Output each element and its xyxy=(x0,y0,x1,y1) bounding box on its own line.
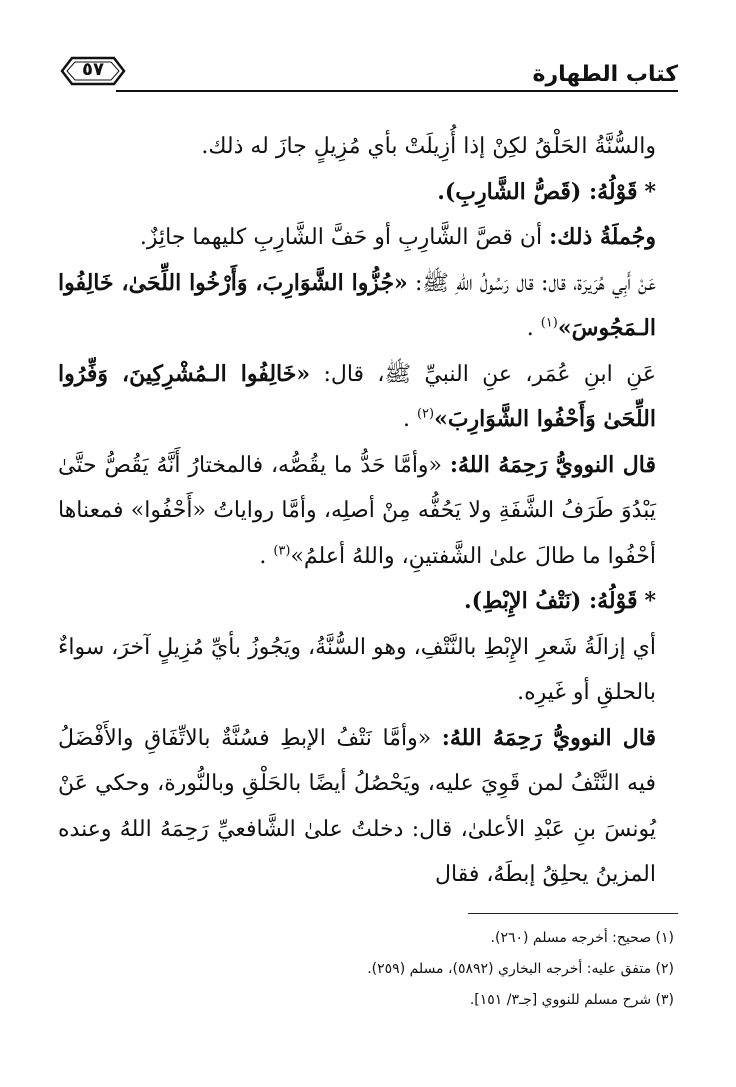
hadith-1-intro: عَنْ أَبِي هُرَيرَة، قال: قال رَسُولُ اللهِ ﷺ: xyxy=(415,270,656,296)
page-header xyxy=(60,48,678,92)
paragraph-1 xyxy=(58,124,678,170)
footnote-ref-3: (٣) xyxy=(273,543,291,559)
footnote-divider xyxy=(468,913,678,914)
heading-natf-text: قَوْلُهُ: (نَتْفُ الإِبْطِ). xyxy=(463,588,638,614)
heading-qas-text: قَوْلُهُ: (قَصُّ الشَّارِبِ). xyxy=(437,178,638,205)
hadith-1-quote: «جُزُّوا الشَّوَارِبَ، وَأَرْخُوا اللِّحَىٰ، خَالِفُوا الـمَجُوسَ» xyxy=(58,269,656,341)
paragraph-3 xyxy=(58,215,678,261)
header-divider xyxy=(116,90,678,92)
paragraph-8 xyxy=(58,625,678,716)
paragraph-8-text: أي إزالَةُ شَعرِ الإِبْطِ بالنَّتْفِ، وهو السُّنَّةُ، ويَجُوزُ بأيِّ مُزِيلٍ آخرَ، سواءٌ بالحلقِ أو غَيرِه. xyxy=(58,634,656,705)
page-number-badge xyxy=(60,56,126,86)
footnote-3: (٣) شرح مسلم للنووي [جـ٣/ ١٥١]. xyxy=(469,992,674,1008)
nawawi-1-end: . xyxy=(259,543,267,569)
nawawi-1-lead: قال النوويُّ رَحِمَهُ اللهُ: xyxy=(449,451,656,478)
nawawi-quote-2 xyxy=(58,716,678,898)
footnotes xyxy=(58,923,674,1016)
nawawi-2-text: «وأمَّا نَتْفُ الإبطِ فسُنَّةٌ بالاتِّفَاقِ والأَفْضَلُ فيه النَّتْفُ لمن قَوِيَ عليه، ويَحْصُلُ أيضًا بالحَلْقِ وبالنُّورة، وحكي عَنْ يُونسَ بنِ عَبْدِ الأعلىٰ، قال: دخلتُ علىٰ الشَّافعيِّ رَحِمَهُ اللهُ وعنده المزينُ يحلِقُ إبطَهُ، فقال xyxy=(58,725,656,887)
star-marker: * xyxy=(644,588,656,614)
star-marker: * xyxy=(644,178,656,205)
hadith-abu-hurayra xyxy=(58,261,678,352)
hadith-1-end: . xyxy=(526,316,534,341)
paragraph-heading-natf xyxy=(58,579,678,625)
footnote-1: (١) صحيح: أخرجه مسلم (٢٦٠). xyxy=(490,930,674,946)
page-number: ٥٧ xyxy=(82,59,104,80)
main-text xyxy=(58,124,678,898)
hadith-2-intro: عَنِ ابنِ عُمَر، عنِ النبيِّ ﷺ، قال: xyxy=(323,361,656,387)
nawawi-2-lead: قال النوويُّ رَحِمَهُ اللهُ: xyxy=(441,724,656,751)
hadith-2-end: . xyxy=(402,407,410,432)
footnote-ref-1: (١) xyxy=(540,315,558,331)
paragraph-3-lead: وجُملَةُ ذلك: xyxy=(549,224,656,250)
paragraph-1-text: والسُّنَّةُ الحَلْقُ لكِنْ إذا أُزِيلَتْ بأي مُزِيلٍ جازَ له ذلك. xyxy=(201,134,656,159)
paragraph-heading-qas xyxy=(58,170,678,216)
paragraph-3-text: أن قصَّ الشَّارِبِ أو حَفَّ الشَّارِبِ كليهما جائِزٌ. xyxy=(139,225,543,250)
chapter-title: كتاب الطهارة xyxy=(532,62,678,87)
footnote-2: (٢) متفق عليه: أخرجه البخاري (٥٨٩٢)، مسلم (٢٥٩). xyxy=(367,961,674,977)
footnote-ref-2: (٢) xyxy=(416,406,435,422)
nawawi-quote-1 xyxy=(58,443,678,580)
hadith-ibn-umar xyxy=(58,352,678,443)
hadith-2-quote: «خَالِفُوا الـمُشْرِكِينَ، وَفِّرُوا اللِّحَىٰ وَأَحْفُوا الشَّوَارِبَ» xyxy=(58,360,656,432)
nawawi-1-text: «وأمَّا حَدُّ ما يقُصُّه، فالمختارُ أَنَّهُ يَقُصُّ حتَّىٰ يَبْدُوَ طَرَفُ الشَّفَةِ ولا يَحُفُّه مِنْ أصلِه، وأمَّا رواياتُ «أَحْفُوا» فمعناها أحْفُوا ما طالَ علىٰ الشَّفتينِ، واللهُ أعلمُ» xyxy=(58,452,656,569)
